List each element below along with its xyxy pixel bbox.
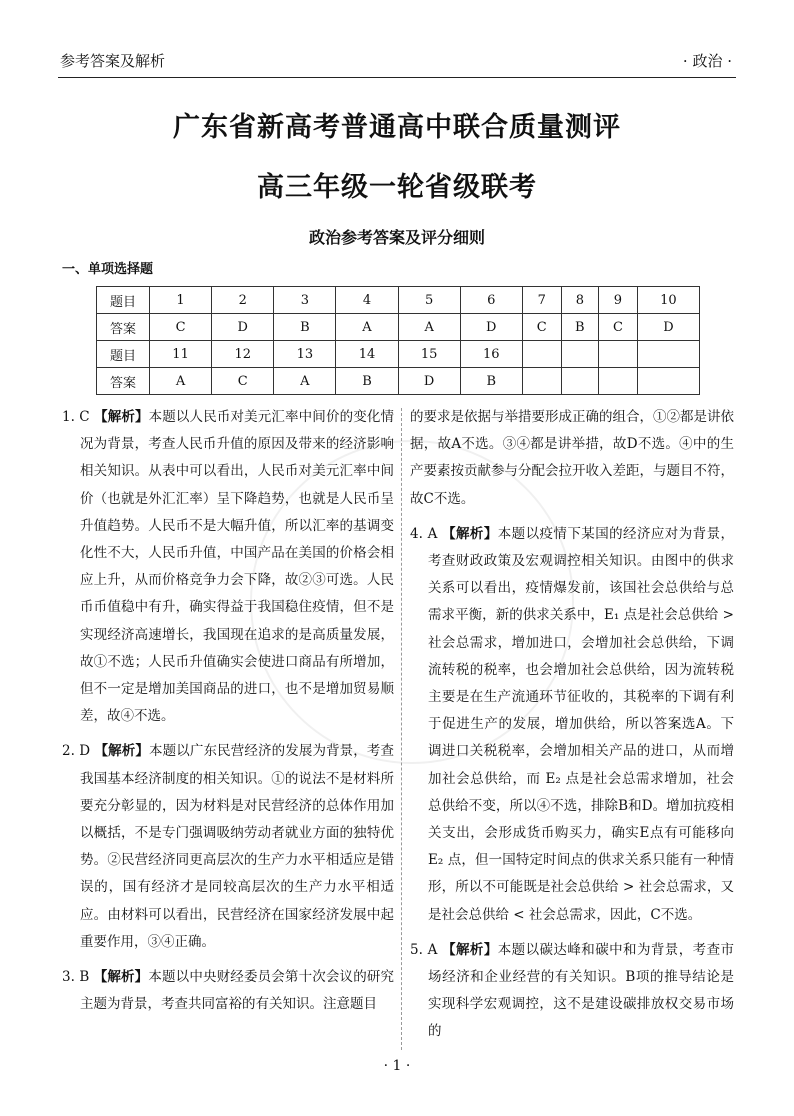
analysis-text: 本题以广东民营经济的发展为背景，考查我国基本经济制度的相关知识。①的说法不是材料所要充分彰显的，因为材料是对民营经济的总体作用加以概括，不是专门强调吸纳劳动者就业方面的独特优势。②民营经济同更高层次的生产力水平相适应是错误的，国有经济才是同较高层次的生产力水平相适应。由材料可以看出，民营经济在国家经济发展中起重要作用，③④正确。 xyxy=(80,743,395,950)
answer-table-cell: A xyxy=(274,368,336,395)
question-answer-prefix: 1. C xyxy=(62,409,90,425)
answer-table-cell: 3 xyxy=(274,287,336,314)
explanation-item xyxy=(62,404,394,730)
answer-table-cell xyxy=(599,341,638,368)
answer-table-row xyxy=(97,314,700,341)
answer-table-cell: 1 xyxy=(150,287,212,314)
answer-table-cell: B xyxy=(561,314,598,341)
section-heading: 一、单项选择题 xyxy=(62,262,154,277)
answer-table-cell: 11 xyxy=(150,341,212,368)
answer-table-cell: 7 xyxy=(522,287,561,314)
document-section-title: 政治参考答案及评分细则 xyxy=(308,228,485,247)
question-answer-prefix: 4. A xyxy=(410,525,438,542)
answer-table-cell: 4 xyxy=(336,287,398,314)
answer-table-cell: D xyxy=(637,314,699,341)
right-column xyxy=(410,404,734,1054)
header-subject-label: · 政治 · xyxy=(682,52,732,70)
document-title: 广东省新高考普通高中联合质量测评 xyxy=(173,112,621,143)
answer-table-row-label: 答案 xyxy=(97,314,150,341)
explanation-item xyxy=(410,521,734,929)
explanation-item xyxy=(62,964,394,1018)
answer-table-cell: 12 xyxy=(212,341,274,368)
answer-table-cell: A xyxy=(398,314,460,341)
answer-table-cell: B xyxy=(274,314,336,341)
answer-table-row xyxy=(97,287,700,314)
page-number: · 1 · xyxy=(383,1058,411,1074)
header-divider xyxy=(58,77,736,78)
answer-table-cell xyxy=(637,341,699,368)
answer-table-cell: C xyxy=(212,368,274,395)
answer-table-cell: D xyxy=(460,314,522,341)
header-left-label: 参考答案及解析 xyxy=(60,52,166,70)
continued-paragraph: 的要求是依据与举措要形成正确的组合，①②都是讲依据，故A不选。③④都是讲举措，故D不选。④中的生产要素按贡献参与分配会拉开收入差距，与题目不符，故C不选。 xyxy=(410,409,734,507)
analysis-text: 本题以疫情下某国的经济应对为背景，考查财政政策及宏观调控相关知识。由图中的供求关系可以看出，疫情爆发前，该国社会总供给与总需求平衡，新的供求关系中，E₁ 点是社会总供给 > 社会总需求，增加进口，会增加社会总供给，下调流转税的税率，也会增加社会总供给，因为流转税主要是在生产流通环节征收的，其税率的下调有利于促进生产的发展，增加供给，所以答案选A。下调进口关税税率，会增加相关产品的进口，从而增加社会总供给，而 E₂ 点是社会总需求增加，社会总供给不变，所以④不选，排除B和D。增加抗疫相关支出，会形成货币购买力，确实E点有可能移向 E₂ 点，但一国特定时间点的供求关系只能有一种情形，所以不可能既是社会总供给 > 社会总需求，又是社会总供给 < 社会总需求，因此，C不选。 xyxy=(428,525,734,923)
answer-table-cell: A xyxy=(150,368,212,395)
answer-table-cell: D xyxy=(212,314,274,341)
question-answer-prefix: 5. A xyxy=(410,941,438,958)
answer-table-row-label: 题目 xyxy=(97,287,150,314)
answer-table-cell: B xyxy=(460,368,522,395)
answer-table-cell: 10 xyxy=(637,287,699,314)
analysis-tag: 【解析】 xyxy=(442,525,498,542)
answer-table xyxy=(96,286,700,395)
answer-table-cell xyxy=(599,368,638,395)
explanation-item xyxy=(62,738,394,956)
question-answer-prefix: 3. B xyxy=(62,969,90,986)
question-answer-prefix: 2. D xyxy=(62,743,91,760)
answer-table-cell: 2 xyxy=(212,287,274,314)
analysis-text: 本题以碳达峰和碳中和为背景，考查市场经济和企业经营的有关知识。B项的推导结论是实现科学宏观调控，这不是建设碳排放权交易市场的 xyxy=(428,941,734,1040)
answer-table-row xyxy=(97,341,700,368)
analysis-text: 本题以人民币对美元汇率中间价的变化情况为背景，考查人民币升值的原因及带来的经济影响相关知识。从表中可以看出，人民币对美元汇率中间价（也就是外汇汇率）呈下降趋势，也就是人民币呈升值趋势。人民币不是大幅升值，所以汇率的基调变化性不大，人民币升值，中国产品在美国的价格会相应上升，从而价格竞争力会下降，故②③可选。人民币币值稳中有升，确实得益于我国稳住疫情，但不是实现经济高速增长，我国现在追求的是高质量发展，故①不选；人民币升值确实会使进口商品有所增加，但不一定是增加美国商品的进口，也不是增加贸易顺差，故④不选。 xyxy=(80,409,394,725)
analysis-tag: 【解析】 xyxy=(94,409,149,425)
answer-table-cell: C xyxy=(150,314,212,341)
answer-table-row-label: 题目 xyxy=(97,341,150,368)
answer-table-cell: 15 xyxy=(398,341,460,368)
answer-table-cell xyxy=(522,341,561,368)
explanation-item xyxy=(410,937,734,1046)
answer-table-cell: 6 xyxy=(460,287,522,314)
answer-table-cell: A xyxy=(336,314,398,341)
answer-table-cell: D xyxy=(398,368,460,395)
analysis-tag: 【解析】 xyxy=(94,743,150,760)
answer-table-cell: C xyxy=(599,314,638,341)
answer-table-cell: 5 xyxy=(398,287,460,314)
analysis-text: 本题以中央财经委员会第十次会议的研究主题为背景，考查共同富裕的有关知识。注意题目 xyxy=(80,969,395,1013)
column-divider xyxy=(401,408,402,1050)
answer-table-cell: C xyxy=(522,314,561,341)
answer-table-cell xyxy=(561,368,598,395)
answer-table-cell: 13 xyxy=(274,341,336,368)
answer-table-row-label: 答案 xyxy=(97,368,150,395)
answer-table-cell: 14 xyxy=(336,341,398,368)
answer-table-cell: B xyxy=(336,368,398,395)
answer-table-cell: 9 xyxy=(599,287,638,314)
analysis-tag: 【解析】 xyxy=(442,941,498,958)
answer-table-cell: 16 xyxy=(460,341,522,368)
answer-table-cell xyxy=(637,368,699,395)
answer-table-row xyxy=(97,368,700,395)
document-subtitle: 高三年级一轮省级联考 xyxy=(257,172,537,203)
left-column xyxy=(62,404,394,1026)
analysis-tag: 【解析】 xyxy=(93,969,149,986)
answer-table-cell: 8 xyxy=(561,287,598,314)
answer-table-cell xyxy=(522,368,561,395)
answer-table-cell xyxy=(561,341,598,368)
